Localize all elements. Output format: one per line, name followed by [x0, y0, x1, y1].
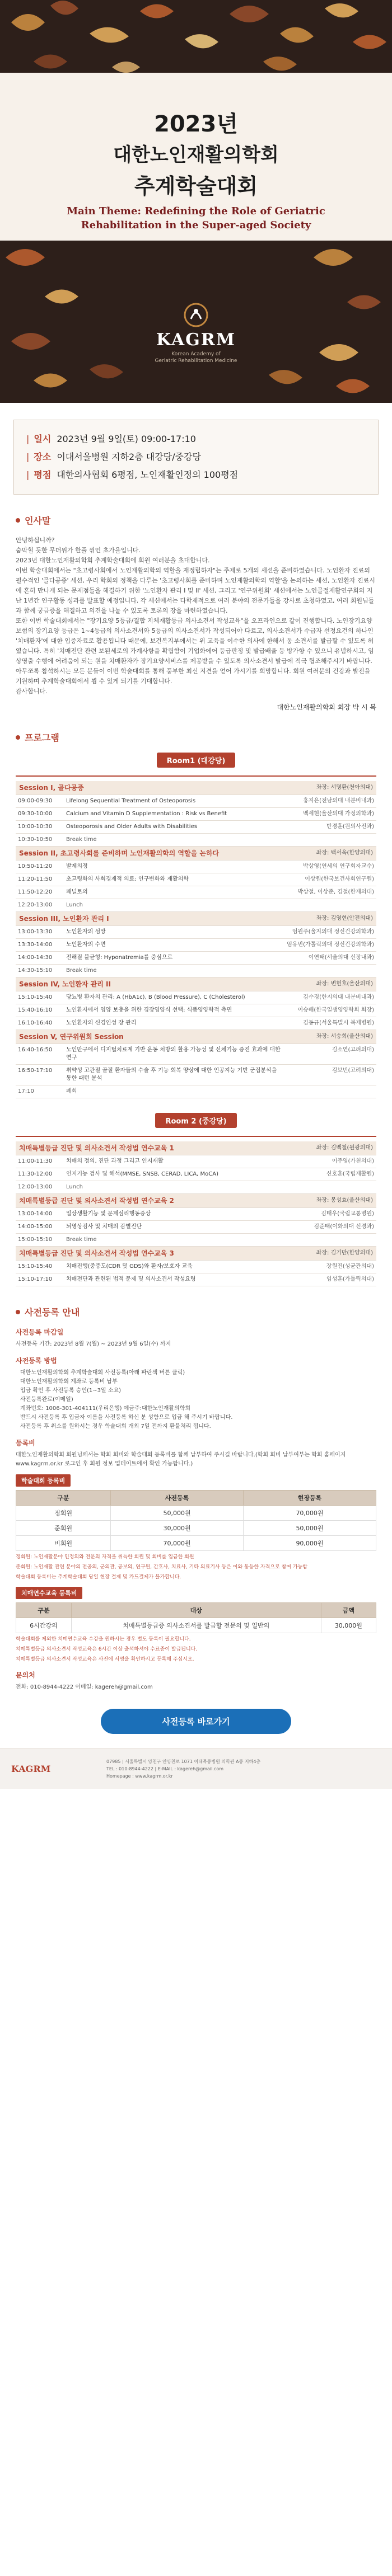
- program-speaker: 김소연(고려의대): [284, 1044, 376, 1065]
- talk-row: [16, 952, 376, 965]
- session-header-row: [16, 1141, 376, 1155]
- program-speaker: 김보빈(고려의대): [284, 1065, 376, 1085]
- dementia-fee-table: [16, 1602, 376, 1633]
- program-heading: [16, 731, 376, 744]
- room1-divider: [16, 775, 376, 777]
- program-title: Break time: [64, 965, 284, 977]
- info-credit-label: 평점: [34, 469, 52, 480]
- program-speaker: [284, 834, 376, 847]
- session-header-row: [16, 1247, 376, 1261]
- fee-cell: 50,000원: [111, 1506, 244, 1521]
- fee-cell: 30,000원: [111, 1521, 244, 1536]
- session-chair: 좌장: 변헌호(울산의대): [316, 981, 373, 987]
- greeting-heading: [16, 514, 376, 527]
- session-header-cell: [16, 912, 376, 926]
- program-title: 패널토의: [64, 886, 284, 899]
- program-speaker: 엄유빈(가톨릭의대 정신건강의학과): [284, 939, 376, 952]
- registration-heading: [16, 1305, 376, 1318]
- talk-row: [16, 808, 376, 821]
- info-bar-icon: |: [26, 469, 30, 480]
- info-credit-row: [26, 466, 366, 484]
- program-title: 노인환자의 수면: [64, 939, 284, 952]
- program-title: 노인환자의 신경인성 장 관리: [64, 1017, 284, 1030]
- deadline-title: 사전등록 마감일: [16, 1328, 64, 1336]
- room1-title-text: Room1 (대강당): [157, 753, 236, 768]
- society-name: 대한노인재활의학회: [113, 144, 279, 166]
- fee-table-title: 학술대회 등록비: [16, 1474, 71, 1487]
- program-time: 17:10: [16, 1085, 64, 1098]
- info-place-row: [26, 448, 366, 466]
- method-list: [16, 1369, 376, 1431]
- program-section: [16, 731, 376, 1286]
- main-theme-line1: Main Theme: Redefining the Role of Geriatric: [67, 205, 325, 217]
- event-name: 추계학술대회: [134, 174, 258, 199]
- member-fee-title: 등록비: [16, 1439, 35, 1447]
- talk-row: [16, 1065, 376, 1085]
- program-speaker: 임성훈(가톨릭의대): [285, 1273, 376, 1286]
- greeting-signature: 대한노인재활의학회 회장 박 시 복: [277, 703, 376, 711]
- talk-row: [16, 1044, 376, 1065]
- session-header-cell: [16, 1030, 376, 1044]
- talk-row: [16, 926, 376, 939]
- registration-heading-text: 사전등록 안내: [25, 1307, 80, 1318]
- program-time: 15:10-17:10: [16, 1273, 64, 1286]
- method-item: 사전등록완료(이메일): [20, 1397, 73, 1403]
- program-time: 13:30-14:00: [16, 939, 64, 952]
- note-item: 준회원: 노인재활 관련 분야의 전공의, 군의관, 공보의, 연구원, 간호사, 치료사, 기타 의료기사 등은 이와 동등한 자격으로 참여 가능함: [16, 1564, 307, 1570]
- program-speaker: 김수경(한지의대 내분비내과): [284, 991, 376, 1004]
- program-title: 전해질 불균형: Hyponatremia를 중심으로: [64, 952, 284, 965]
- program-title: Calcium and Vitamin D Supplementation : Risk vs Benefit: [64, 808, 284, 821]
- method-title: 사전등록 방법: [16, 1357, 57, 1365]
- talk-row: [16, 873, 376, 886]
- session-chair: 좌장: 김영현(안전의대): [316, 915, 373, 922]
- break-row: [16, 1234, 376, 1247]
- bullet-dot-icon: [16, 518, 20, 523]
- dementia-fee-header: 금액: [321, 1603, 376, 1618]
- session-header-row: [16, 781, 376, 795]
- program-title: Osteoporosis and Older Adults with Disabilities: [64, 821, 284, 834]
- room2-program-table: [16, 1141, 376, 1286]
- session-title: Session II, 초고령사회를 준비하며 노인재활의학의 역할을 논하다: [19, 849, 220, 857]
- program-speaker: [284, 1085, 376, 1098]
- break-row: [16, 1085, 376, 1098]
- method-item: 대한노인재활의학회 계좌로 등록비 납부: [20, 1379, 118, 1385]
- dementia-fee-cell: 치매특별등급증 의사소견서를 발급할 전문의 및 일반의: [71, 1618, 321, 1633]
- talk-row: [16, 1208, 376, 1221]
- note-item: 학술대회 등록비는 추계학술대회 당일 현장 결제 및 카드결제가 불가합니다.: [16, 1574, 181, 1580]
- contact-title: 문의처: [16, 1671, 35, 1679]
- program-time: 16:40-16:50: [16, 1044, 64, 1065]
- fee-cell: 정회원: [16, 1506, 111, 1521]
- talk-row: [16, 886, 376, 899]
- footer-contact: TEL : 010-8944-4222 | E-MAIL : kagereh@gmail.com: [106, 1766, 223, 1771]
- main-theme-line2: Rehabilitation in the Super-aged Society: [81, 219, 311, 231]
- program-time: 11:00-11:30: [16, 1155, 64, 1168]
- fee-notes: [16, 1553, 376, 1581]
- break-row: [16, 1181, 376, 1194]
- event-info-box: [13, 420, 379, 495]
- session-header-cell: [16, 977, 376, 991]
- session-chair: 좌장: 백서욱(한양의대): [316, 850, 373, 856]
- program-speaker: 백세현(울산의대 가정의학과): [284, 808, 376, 821]
- greeting-section: [16, 514, 376, 712]
- talk-row: [16, 795, 376, 808]
- info-bar-icon: |: [26, 452, 30, 462]
- room2-divider: [16, 1136, 376, 1137]
- logo-subtitle: [0, 351, 392, 364]
- fee-cell: 70,000원: [244, 1506, 376, 1521]
- program-time: 12:20-13:00: [16, 899, 64, 912]
- session-header-row: [16, 1194, 376, 1208]
- talk-row: [16, 861, 376, 873]
- greeting-paragraph: 안녕하십니까?: [16, 537, 55, 544]
- program-speaker: 이상원(한국보건사회연구원): [284, 873, 376, 886]
- footer-info: [106, 1758, 260, 1780]
- program-speaker: 엄원주(울지의대 정신건강의학과): [284, 926, 376, 939]
- dementia-notes: [16, 1635, 376, 1663]
- logo-subtitle-line2: Geriatric Rehabilitation Medicine: [155, 358, 237, 364]
- member-fee-text: 대한노인재활의학회 회원님께서는 학회 회비와 학술대회 등록비를 함께 납부하여 주시길 바랍니다.(학회 회비 납부여부는 학회 홈페이지 www.kagrm.or.kr 로그인 후 회원 정보 업데이트에서 확인 가능합니다.): [16, 1452, 346, 1467]
- session-title: 치매특별등급 진단 및 의사소견서 작성법 연수교육 1: [19, 1144, 174, 1152]
- fee-cell: 비회원: [16, 1536, 111, 1551]
- fee-table: [16, 1490, 376, 1551]
- pre-registration-button[interactable]: 사전등록 바로가기: [101, 1709, 291, 1734]
- info-date-row: [26, 430, 366, 448]
- program-time: 16:50-17:10: [16, 1065, 64, 1085]
- program-title: Break time: [64, 834, 284, 847]
- fee-cell: 70,000원: [111, 1536, 244, 1551]
- bullet-dot-icon: [16, 1310, 20, 1314]
- program-speaker: 김태우(국립교통병원): [285, 1208, 376, 1221]
- program-time: 11:30-12:00: [16, 1168, 64, 1181]
- hero-banner: [0, 0, 392, 403]
- note-item: 정회원: 노인재활분야 인정의와 전문의 자격을 취득한 회원 및 회비를 입금한 회원: [16, 1554, 194, 1560]
- session-title: Session III, 노인환자 관리 I: [19, 915, 109, 923]
- program-title: Lifelong Sequential Treatment of Osteoporosis: [64, 795, 284, 808]
- program-time: 15:40-16:10: [16, 1004, 64, 1017]
- program-speaker: [285, 1234, 376, 1247]
- room2-title: [16, 1113, 376, 1128]
- program-title: 당뇨병 환자의 관리: A (HbA1c), B (Blood Pressure), C (Cholesterol): [64, 991, 284, 1004]
- program-time: 10:30-10:50: [16, 834, 64, 847]
- talk-row: [16, 1017, 376, 1030]
- fee-cell: 50,000원: [244, 1521, 376, 1536]
- program-heading-text: 프로그램: [25, 732, 59, 743]
- program-time: 11:20-11:50: [16, 873, 64, 886]
- fee-row: [16, 1521, 376, 1536]
- program-time: 13:00-13:30: [16, 926, 64, 939]
- program-title: 치매진행(중증도(CDR 및 GDS)와 환자/보호자 교육: [64, 1261, 285, 1273]
- info-bar-icon: |: [26, 434, 30, 444]
- program-title: Lunch: [64, 1181, 285, 1194]
- bullet-dot-icon: [16, 735, 20, 740]
- session-header-row: [16, 912, 376, 926]
- break-row: [16, 834, 376, 847]
- greeting-paragraph: 숨막힐 듯한 무더위가 한풀 꺾인 초가을입니다.: [16, 547, 141, 554]
- program-title: 취약성 고관절 골절 환자들의 수술 후 기능 회복 양상에 대한 인공지능 기반 군집분석을 통한 패턴 분석: [64, 1065, 284, 1085]
- footer-logo: KAGRM: [11, 1764, 51, 1774]
- fee-cell: 준회원: [16, 1521, 111, 1536]
- hero-title-block: [0, 106, 392, 200]
- greeting-paragraph: 이번 학술대회에서는 "초고령사회에서 노인재활의학의 역할을 재정립하자"는 주제로 5개의 세션을 준비하였습니다. 노인환자 진료의 필수적인 '골다공증' 세션, 우리 학회의 정책을 다루는 '초고령사회를 준비하며 노인재활의학의 역할'을 논의하는 세션, 노인환자 진료시에 흔히 만나게 되는 문제점들을 해결하기 위한 '노인환자 관리 I 및 II' 세션, 그리고 '연구위원회' 세션에서는 노인골절재활연구회의 지난 1년간 연구활동 성과를 발표할 예정입니다. 각 세션에서는 다학제적으로 여러 분야의 전문가들을 강사로 초청하였고, 여러 회원님들과 함께 궁금증을 해결하고 의견을 나눌 수 있도록 토론의 장을 마련하였습니다.: [16, 567, 375, 614]
- session-title: Session IV, 노인환자 관리 II: [19, 980, 111, 988]
- program-speaker: 박상영(연세의 연구회자교수): [284, 861, 376, 873]
- talk-row: [16, 1261, 376, 1273]
- program-title: 노인만구에서 디지털치료계 기반 운동 처방의 활용 가능성 및 신체기능 증진 효과에 대한 연구: [64, 1044, 284, 1065]
- greeting-heading-text: 인사말: [25, 515, 51, 526]
- program-time: 15:10-15:40: [16, 1261, 64, 1273]
- session-title: 치매특별등급 진단 및 의사소견서 작성법 연수교육 2: [19, 1197, 174, 1205]
- fee-cell: 90,000원: [244, 1536, 376, 1551]
- program-title: 뇌영상검사 및 치매의 감별진단: [64, 1221, 285, 1234]
- talk-row: [16, 939, 376, 952]
- program-speaker: 장원진(성균관의대): [285, 1261, 376, 1273]
- footer-address: 07985 | 서울특별시 양천구 안양천로 1071 이대목동병원 의학관 A동 지하4층: [106, 1759, 261, 1764]
- method-item: 대한노인재활의학회 추계학술대회 사전등록(아래 파란색 버튼 클릭): [20, 1370, 185, 1376]
- dementia-fee-cell: 6시간강의: [16, 1618, 72, 1633]
- session-chair: 좌장: 서승희(울산의대): [316, 1033, 373, 1040]
- talk-row: [16, 821, 376, 834]
- session-header-row: [16, 847, 376, 861]
- talk-row: [16, 1004, 376, 1017]
- info-place-label: 장소: [34, 452, 52, 462]
- program-time: 14:00-14:30: [16, 952, 64, 965]
- session-header-cell: [16, 1194, 376, 1208]
- greeting-paragraph: 아무쪼록 참석하시는 모든 분들이 이번 학술대회를 통해 풍부한 최신 지견을 얻어 가시기를 희망합니다. 회원 여러분의 건강과 발전을 기원하며 추계학술대회에서 뵙 수 있게 되기를 기대합니다.: [16, 667, 371, 685]
- session-header-row: [16, 1030, 376, 1044]
- method-item: 계좌번호: 1006-301-404111(우리은행) 예금주:대한노인재활의학회: [20, 1405, 191, 1412]
- session-chair: 좌장: 봉성효(울산의대): [316, 1197, 373, 1204]
- room1-title: [16, 753, 376, 768]
- program-speaker: 김동규(서울특별시 복제병원): [284, 1017, 376, 1030]
- dementia-fee-title: 치매연수교육 등록비: [16, 1587, 82, 1599]
- program-speaker: 이주영(가천의대): [285, 1155, 376, 1168]
- program-time: 09:30-10:00: [16, 808, 64, 821]
- footer-homepage: Homepage : www.kagrm.or.kr: [106, 1774, 173, 1779]
- session-chair: 좌장: 김기만(한양의대): [316, 1250, 373, 1256]
- footer: [0, 1748, 392, 1789]
- program-title: 치매전단과 관련된 법적 문제 및 의사소견서 작성요령: [64, 1273, 285, 1286]
- room1-program-table: [16, 781, 376, 1098]
- note-item: 학술대회를 제외한 치매연수교육 수강을 원하시는 경우 별도 등록이 필요합니다.: [16, 1637, 191, 1642]
- event-year: 2023년: [154, 111, 238, 137]
- program-speaker: [284, 965, 376, 977]
- fee-header: 사전등록: [111, 1491, 244, 1506]
- session-chair: 좌장: 서명환(천아의대): [316, 784, 373, 791]
- program-time: 16:10-16:40: [16, 1017, 64, 1030]
- program-time: 15:10-15:40: [16, 991, 64, 1004]
- logo-text: KAGRM: [156, 330, 236, 350]
- program-time: 13:00-14:00: [16, 1208, 64, 1221]
- session-title: Session I, 골다공증: [19, 784, 84, 792]
- info-credit-value: 대한의사협회 6평점, 노인재활인정의 100평점: [57, 469, 239, 480]
- program-time: 15:00-15:10: [16, 1234, 64, 1247]
- contact-text: 전화: 010-8944-4222 이메일: kagereh@gmail.com: [16, 1684, 153, 1690]
- deadline-text: 사전등록 기간: 2023년 8월 7(월) ~ 2023년 9월 6일(수) 까지: [16, 1341, 171, 1347]
- program-time: 14:30-15:10: [16, 965, 64, 977]
- program-title: Break time: [64, 1234, 285, 1247]
- greeting-paragraph: 또한 이번 학술대회에서는 "장기요양 5등급/결합 지체재활등급 의사소견서 작성교육"을 오프라인으로 같이 진행합니다. 노인장기요양보험의 장기요양 등급은 1~4등급의 의사소견서와 5등급의 의사소견서가 작성되어야 다르고, 의사소견서가 수급자 선정요건의 하나인 '치매환자'에 대한 입증자료로 활용됩니다 때문에, 보건복지부에서는 위 교육을 이수한 의사에 한해서 동 소견서를 발급할 수 있도록 허였습니다. 특히 '치매전단 관련 보된세로의 가계사항을 확립함이 기업화에어 등급판정 및 발급배율 등 방가항 수 있으니 유념하시고, 임상영출 수행에 어려움이 되는 원을 치매환자가 장기요양서비스를 제공받을 수 있도록 의사소견서 발급에 적극 협조해주시기 바랍니다.: [16, 617, 374, 665]
- break-row: [16, 899, 376, 912]
- logo-subtitle-line1: Korean Academy of: [171, 351, 221, 357]
- dementia-fee-cell: 30,000원: [321, 1618, 376, 1633]
- method-item: 사전등록 후 취소를 원하시는 경우 학술대회 개최 7일 전까지 환불처리 됩니다.: [20, 1423, 211, 1430]
- session-header-cell: [16, 847, 376, 861]
- session-title: Session V, 연구위원회 Session: [19, 1033, 124, 1041]
- session-chair: 좌장: 김백철(원광의대): [316, 1145, 373, 1151]
- note-item: 치매특별등급 의사소견서 작성교육은 6시간 이상 출석하셔야 수료증이 발급됩니다.: [16, 1647, 198, 1652]
- program-time: 14:00-15:00: [16, 1221, 64, 1234]
- program-speaker: 홍지은(전남의대 내분비내과): [284, 795, 376, 808]
- dementia-fee-header: 대상: [71, 1603, 321, 1618]
- registration-section: [16, 1305, 376, 1692]
- program-title: 치매의 정의, 진단 과정 그리고 인지재활: [64, 1155, 285, 1168]
- program-title: 발제의정: [64, 861, 284, 873]
- program-title: Lunch: [64, 899, 284, 912]
- info-date-value: 2023년 9월 9일(토) 09:00-17:10: [57, 434, 196, 444]
- fee-header: 구분: [16, 1491, 111, 1506]
- program-title: 초고령화의 사회경제적 의료: 인구변화와 재활의학: [64, 873, 284, 886]
- talk-row: [16, 991, 376, 1004]
- program-title: 폐회: [64, 1085, 284, 1098]
- note-item: 치매특별등급 의사소견서 작성교육은 사전에 서명을 확인하시고 등록해 주십시오.: [16, 1657, 194, 1662]
- info-date-label: 일시: [34, 434, 52, 444]
- program-title: 인지기능 검사 및 해석(MMSE, SNSB, CERAD, LICA, MoCA): [64, 1168, 285, 1181]
- program-speaker: 신호훈(국립재활원): [285, 1168, 376, 1181]
- talk-row: [16, 1221, 376, 1234]
- break-row: [16, 965, 376, 977]
- fee-row: [16, 1536, 376, 1551]
- greeting-body: [16, 535, 376, 697]
- room2-title-text: Room 2 (중강당): [155, 1113, 236, 1128]
- program-time: 11:50-12:20: [16, 886, 64, 899]
- session-header-row: [16, 977, 376, 991]
- program-speaker: 이연태(서울의대 신장내과): [284, 952, 376, 965]
- fee-header: 현장등록: [244, 1491, 376, 1506]
- talk-row: [16, 1273, 376, 1286]
- session-header-cell: [16, 781, 376, 795]
- program-speaker: 박상철, 이상준, 김철(한재의대): [284, 886, 376, 899]
- program-speaker: 김준태(이화의대 신경과): [285, 1221, 376, 1234]
- talk-row: [16, 1168, 376, 1181]
- method-item: 반드시 사전등록 후 입금자 이름을 사전등록 하신 분 성함으로 입금 해 주시기 바랍니다.: [20, 1414, 233, 1421]
- dementia-fee-header: 구분: [16, 1603, 72, 1618]
- program-title: 일상생활기능 및 문제심리행동증상: [64, 1208, 285, 1221]
- program-title: 노인환자의 섬망: [64, 926, 284, 939]
- method-item: 입금 확인 후 사전등록 승인(1~3일 소요): [20, 1388, 122, 1394]
- session-header-cell: [16, 1141, 376, 1155]
- session-title: 치매특별등급 진단 및 의사소견서 작성법 연수교육 3: [19, 1249, 174, 1257]
- program-time: 12:00-13:00: [16, 1181, 64, 1194]
- dementia-fee-row: [16, 1618, 376, 1633]
- session-header-cell: [16, 1247, 376, 1261]
- program-speaker: 반경훈(원의사진과): [284, 821, 376, 834]
- kagrm-logo: [0, 302, 392, 364]
- program-time: 09:00-09:30: [16, 795, 64, 808]
- program-time: 10:50-11:20: [16, 861, 64, 873]
- fee-row: [16, 1506, 376, 1521]
- program-speaker: [285, 1181, 376, 1194]
- info-place-value: 이대서울병원 지하2층 대강당/중강당: [57, 452, 201, 462]
- program-speaker: 이승배(한국일생영양학회 회장): [284, 1004, 376, 1017]
- greeting-paragraph: 2023년 대한노인재활의학회 추계학술대회에 회원 여러분을 초대합니다.: [16, 557, 210, 564]
- talk-row: [16, 1155, 376, 1168]
- program-title: 노인환자에서 영양 보충을 위한 경장영양식 선택: 식품영양학적 측면: [64, 1004, 284, 1017]
- kagrm-emblem-icon: [183, 302, 209, 328]
- greeting-paragraph: 감사합니다.: [16, 688, 48, 695]
- program-time: 10:00-10:30: [16, 821, 64, 834]
- program-speaker: [284, 899, 376, 912]
- main-theme: [0, 204, 392, 232]
